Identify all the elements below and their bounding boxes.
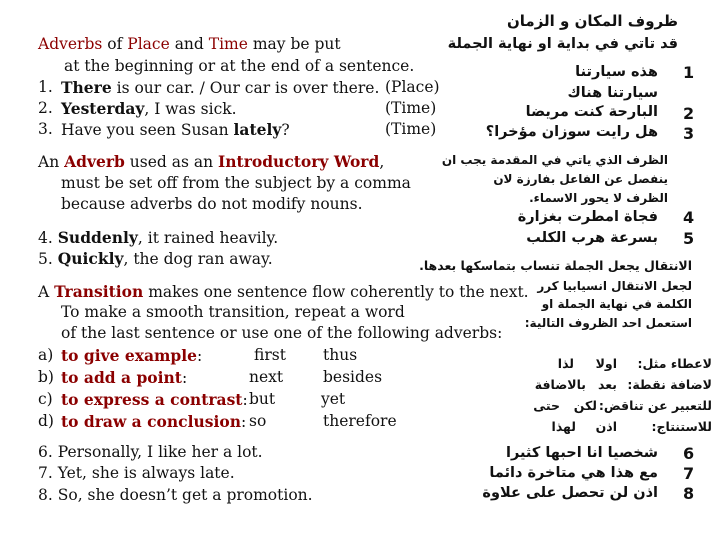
arabic-example-5: بسرعة هرب الكلب xyxy=(526,230,658,246)
intro-text: may be put xyxy=(247,35,341,53)
adverb-word: besides xyxy=(323,368,383,386)
arabic-example-8: اذن لن تحصل على علاوة xyxy=(482,485,658,501)
arabic-adverb-word: لكن xyxy=(573,398,597,413)
adverb-purpose: to give example xyxy=(61,346,198,365)
arabic-row-label: لاضافة نقطة: xyxy=(627,377,712,392)
example-text: Have you seen Susan xyxy=(61,121,234,139)
arabic-transition-4: استعمل احد الظروف التالية: xyxy=(524,316,692,330)
arabic-adverb-word: بعد xyxy=(598,377,617,392)
adverb-row-label xyxy=(61,411,246,434)
example-text: , it rained heavily. xyxy=(137,229,279,247)
example-text: is our car. / Our car is over there. xyxy=(111,79,380,97)
colon: : xyxy=(242,391,248,409)
example-1 xyxy=(38,77,53,99)
arabic-adverb-word: حتى xyxy=(533,398,560,413)
arabic-number: 8 xyxy=(683,484,695,503)
intro-text: of xyxy=(102,35,128,53)
adverb-purpose: to add a point xyxy=(61,368,182,387)
transition-line-2: To make a smooth transition, repeat a word xyxy=(61,303,405,321)
example-8 xyxy=(38,485,313,507)
example-3-text xyxy=(61,119,290,142)
term-adverbs: Adverbs xyxy=(38,35,103,53)
colon: : xyxy=(240,413,247,431)
term-adverb: Adverb xyxy=(64,152,125,171)
adverb-word: so xyxy=(249,412,267,430)
arabic-example-7: مع هذا هي متاخرة دائما xyxy=(489,465,658,481)
introductory-word-line-3: because adverbs do not modify nouns. xyxy=(61,195,363,213)
example-keyword: lately xyxy=(233,120,282,139)
example-6 xyxy=(38,442,263,464)
transition-text: makes one sentence flow coherently to the next. xyxy=(143,283,529,301)
arabic-number: 6 xyxy=(683,444,695,463)
intro-text: and xyxy=(169,35,209,53)
term-time: Time xyxy=(208,35,248,53)
adverb-row-letter: a) xyxy=(38,346,54,364)
example-number: 6. xyxy=(38,443,53,461)
example-2-text xyxy=(61,98,237,121)
example-3-tag: (Time) xyxy=(385,120,437,138)
example-7 xyxy=(38,463,235,485)
arabic-adverb-word: لذا xyxy=(557,356,574,371)
arabic-number: 1 xyxy=(683,63,695,82)
adverb-purpose: to express a contrast xyxy=(61,390,243,409)
adverb-row-label xyxy=(61,345,202,368)
adverb-row-label xyxy=(61,389,248,412)
adverb-word: thus xyxy=(323,346,358,364)
example-number: 8. xyxy=(38,486,53,504)
arabic-adverb-word: اولا xyxy=(595,356,617,371)
arabic-example-3: هل رايت سوزان مؤخرا؟ xyxy=(485,124,658,140)
term-place: Place xyxy=(127,35,170,53)
arabic-number: 3 xyxy=(683,124,695,143)
arabic-row-label: لاعطاء مثل: xyxy=(637,356,712,371)
example-text: ? xyxy=(281,121,290,139)
transition-line-3: of the last sentence or use one of the following adverbs: xyxy=(61,324,503,342)
example-number: 7. xyxy=(38,464,53,482)
colon: : xyxy=(197,347,203,365)
example-5 xyxy=(38,248,273,271)
arabic-note-2: ينفصل عن الفاعل بفارزة لان xyxy=(493,172,668,186)
arabic-note-3: الظرف لا يحور الاسماء. xyxy=(529,191,668,205)
example-4 xyxy=(38,227,278,250)
arabic-adverb-word: لهذا xyxy=(551,419,576,434)
arabic-transition-2: لجعل الانتقال انسيابيا كرر xyxy=(537,279,692,293)
example-keyword: Yesterday xyxy=(61,99,145,118)
intro-word-text: , xyxy=(379,153,385,171)
arabic-title: ظروف المكان و الزمان xyxy=(506,12,678,30)
example-text: , I like her a lot. xyxy=(137,443,263,461)
arabic-example-1a: هذه سيارتنا xyxy=(575,64,658,80)
transition-text: A xyxy=(38,283,55,301)
colon: : xyxy=(181,369,188,387)
arabic-example-6: شخصيا انا احبها كثيرا xyxy=(506,445,658,461)
adverb-row-letter: c) xyxy=(38,390,53,408)
example-text: , I was sick. xyxy=(144,100,237,118)
adverb-word: but xyxy=(249,390,276,408)
intro-line-1 xyxy=(38,34,341,56)
adverb-purpose: to draw a conclusion xyxy=(61,412,241,431)
adverb-row-label xyxy=(61,367,187,390)
example-keyword: Quickly xyxy=(57,249,124,268)
arabic-example-2: البارحة كنت مريضا xyxy=(525,104,658,120)
intro-word-text: An xyxy=(38,153,65,171)
example-1-text xyxy=(61,77,379,100)
adverb-row-letter: d) xyxy=(38,412,54,430)
adverb-word: therefore xyxy=(323,412,397,430)
transition-line-1 xyxy=(38,281,529,304)
example-3: 3. xyxy=(38,120,53,138)
adverb-word: yet xyxy=(321,390,346,408)
example-keyword: Suddenly xyxy=(57,228,138,247)
example-number: 5. xyxy=(38,250,53,268)
example-number: 1. xyxy=(38,78,53,96)
arabic-number: 5 xyxy=(683,229,695,248)
introductory-word-line-2: must be set off from the subject by a comma xyxy=(61,174,411,192)
example-2-tag: (Time) xyxy=(385,99,437,117)
example-keyword: Yet xyxy=(57,464,83,482)
arabic-number: 7 xyxy=(683,464,695,483)
arabic-row-label: للتعبير عن تناقض: xyxy=(598,398,712,413)
arabic-row-label: للاستنتاج: xyxy=(651,419,712,434)
arabic-example-1b: سيارتنا هناك xyxy=(567,85,658,101)
arabic-subtitle: قد تاتي في بداية او نهاية الجملة xyxy=(447,36,678,52)
example-text: , she doesn’t get a promotion. xyxy=(77,486,313,504)
arabic-transition-1: الانتقال يجعل الجملة تنساب بتماسكها بعدها. xyxy=(419,258,692,273)
example-text: , she is always late. xyxy=(82,464,235,482)
example-1-tag: (Place) xyxy=(385,78,440,96)
arabic-number: 2 xyxy=(683,104,695,123)
example-2: 2. xyxy=(38,99,53,117)
arabic-number: 4 xyxy=(683,208,695,227)
arabic-adverb-word: بالاضافة xyxy=(534,377,586,392)
example-number: 4. xyxy=(38,229,53,247)
intro-word-text: used as an xyxy=(124,153,219,171)
example-keyword: There xyxy=(61,78,112,97)
arabic-example-4: فجاة امطرت بغزارة xyxy=(517,209,658,225)
adverb-row-letter: b) xyxy=(38,368,54,386)
arabic-adverb-word: اذن xyxy=(595,419,617,434)
example-text: , the dog ran away. xyxy=(123,250,273,268)
adverb-word: next xyxy=(249,368,284,386)
adverb-word: first xyxy=(254,346,286,364)
intro-line-2: at the beginning or at the end of a sentence. xyxy=(64,57,415,75)
arabic-transition-3: الكلمة في نهاية الجملة او xyxy=(541,297,692,311)
arabic-note-1: الظرف الذي ياتي في المقدمة يجب ان xyxy=(441,153,668,167)
example-keyword: Personally xyxy=(57,443,138,461)
introductory-word-line-1 xyxy=(38,151,384,174)
example-keyword: So xyxy=(57,486,78,504)
term-introductory-word: Introductory Word xyxy=(218,152,380,171)
term-transition: Transition xyxy=(54,282,144,301)
